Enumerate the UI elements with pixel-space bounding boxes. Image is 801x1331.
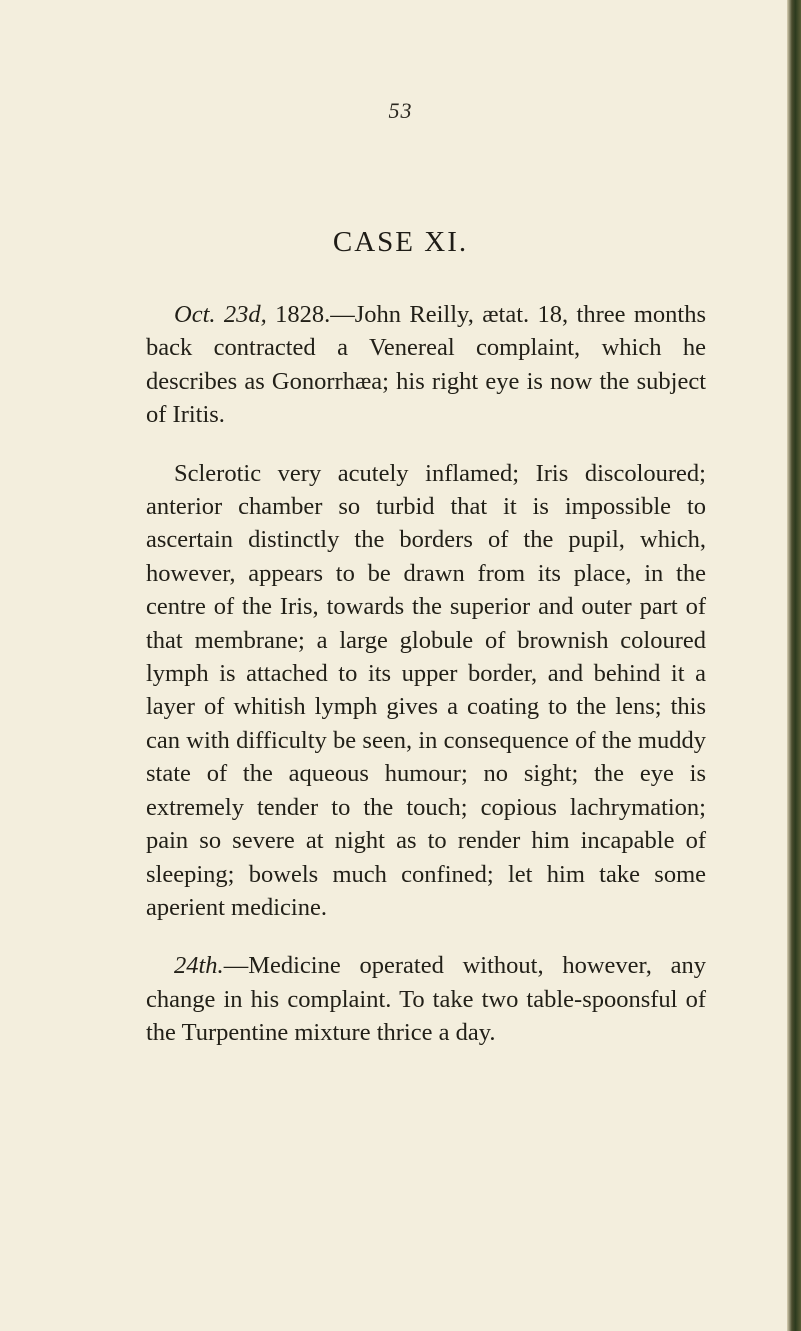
paragraph-text: Sclerotic very acutely inflamed; Iris discoloured; anterior chamber so turbid that it is impossible to ascertain distinctly the borders of the pupil, which, however, appears to be drawn from its place, in the centre of the Iris, towards the superior and outer part of that membrane; a large globule of brownish coloured lymph is attached to its upper border, and behind it a layer of whitish lymph gives a coating to the lens; this can with difficulty be seen, in consequence of the muddy state of the aqueous humour; no sight; the eye is extremely tender to the touch; copious lachrymation; pain so severe at night as to render him incapable of sleeping; bowels much confined; let him take some aperient medicine.	[146, 459, 706, 921]
paragraph-text: 1828.—John Reilly, ætat. 18, three months back contracted a Venereal complaint, which he describes as Gonorrhæa; his right eye is now the subject of Iritis.	[146, 301, 706, 429]
case-title: CASE XI.	[332, 226, 469, 258]
binding-edge	[787, 0, 801, 1331]
paragraph-1	[146, 298, 706, 432]
body-text	[146, 298, 706, 1050]
entry-date: Oct. 23d,	[174, 301, 267, 328]
paragraph-3	[146, 949, 706, 1049]
paragraph-2	[146, 457, 706, 925]
paragraph-text: —Medicine operated without, however, any change in his complaint. To take two table-spoonsful of the Turpentine mixture thrice a day.	[146, 952, 706, 1047]
page-number: 53	[388, 98, 413, 123]
entry-date: 24th.	[174, 952, 224, 980]
